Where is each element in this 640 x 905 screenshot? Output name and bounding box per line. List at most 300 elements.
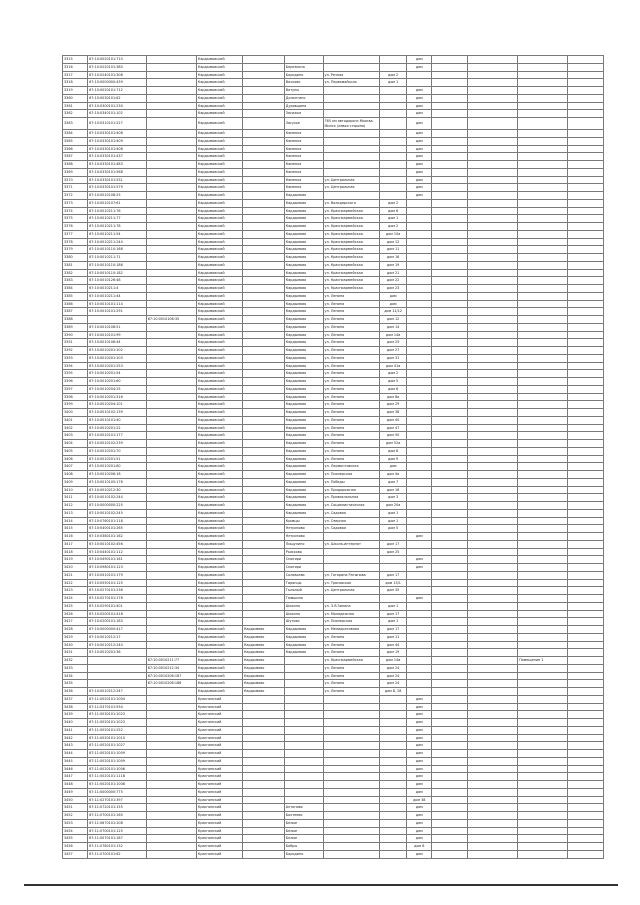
table-row	[63, 246, 604, 254]
premise-cell	[518, 525, 568, 533]
building-type-cell: дом	[407, 168, 432, 176]
street-cell: ул. Красноармейская	[323, 261, 380, 269]
table-row	[63, 804, 604, 812]
extra-cell-1	[432, 176, 468, 184]
extra-cell-1	[432, 819, 468, 827]
table-row	[63, 176, 604, 184]
premise-cell	[518, 440, 568, 448]
building-number-cell	[146, 215, 196, 223]
row-number-cell: 3384	[63, 285, 88, 293]
table-row	[63, 277, 604, 285]
building-type-cell: дом	[407, 750, 432, 758]
building-type-cell: дом	[407, 595, 432, 603]
building-type-cell: дом	[407, 176, 432, 184]
settlement-cell	[242, 416, 284, 424]
extra-cell-1	[432, 494, 468, 502]
premise-cell	[518, 145, 568, 153]
table-row	[63, 94, 604, 102]
row-number-cell: 3431	[63, 649, 88, 657]
house-cell	[380, 168, 407, 176]
premise-cell	[518, 416, 568, 424]
row-number-cell: 3398	[63, 393, 88, 401]
building-type-cell	[407, 478, 432, 486]
extra-cell-2	[467, 161, 517, 169]
cadastral-number-cell: 67:10:0010101:40	[88, 416, 147, 424]
table-row	[63, 564, 604, 572]
table-row	[63, 595, 604, 603]
district-cell: Кардымовский	[196, 87, 242, 95]
street-cell: ул. Ленина	[323, 323, 380, 331]
extra-cell-2	[467, 424, 517, 432]
street-cell: ул. Ленина	[323, 447, 380, 455]
cadastral-number-cell: 67:10:0010201:80	[88, 463, 147, 471]
settlement-cell: Кардымово	[242, 633, 284, 641]
district-cell: Кардымовский	[196, 618, 242, 626]
extra-cell-3	[568, 118, 604, 130]
district-cell: Кардымовский	[196, 339, 242, 347]
row-number-cell: 3394	[63, 362, 88, 370]
building-type-cell	[407, 339, 432, 347]
building-number-cell	[146, 385, 196, 393]
house-cell: дом 20а	[380, 502, 407, 510]
extra-cell-3	[568, 711, 604, 719]
street-cell: ул. Ленина	[323, 339, 380, 347]
building-type-cell	[407, 354, 432, 362]
district-cell: Кардымовский	[196, 323, 242, 331]
locality-cell: Кардымово	[284, 269, 323, 277]
locality-cell: Кардымово	[284, 378, 323, 386]
settlement-cell	[242, 63, 284, 71]
settlement-cell	[242, 238, 284, 246]
building-number-cell	[146, 393, 196, 401]
building-type-cell: дом	[407, 827, 432, 835]
settlement-cell	[242, 370, 284, 378]
extra-cell-1	[432, 610, 468, 618]
building-type-cell	[407, 548, 432, 556]
table-row	[63, 285, 604, 293]
table-row	[63, 207, 604, 215]
extra-cell-3	[568, 339, 604, 347]
locality-cell: Кардымово	[284, 254, 323, 262]
locality-cell: Соловьево	[284, 571, 323, 579]
extra-cell-1	[432, 323, 468, 331]
extra-cell-2	[467, 517, 517, 525]
street-cell: ул. Ленина	[323, 432, 380, 440]
house-cell: дом 17	[380, 626, 407, 634]
cadastral-number-cell: 67:10:0010102:239	[88, 440, 147, 448]
district-cell: Кардымовский	[196, 548, 242, 556]
building-number-cell	[146, 788, 196, 796]
row-number-cell: 3382	[63, 269, 88, 277]
building-number-cell	[146, 94, 196, 102]
cadastral-number-cell: 67:11:0020101:1027	[88, 742, 147, 750]
district-cell: Кардымовский	[196, 471, 242, 479]
building-number-cell	[146, 432, 196, 440]
building-number-cell	[146, 564, 196, 572]
table-row	[63, 672, 604, 680]
row-number-cell: 3441	[63, 726, 88, 734]
premise-cell	[518, 71, 568, 79]
extra-cell-3	[568, 750, 604, 758]
row-number-cell: 3436	[63, 688, 88, 696]
street-cell	[323, 726, 380, 734]
street-cell	[323, 773, 380, 781]
cadastral-number-cell: 67:10:0000000:417	[88, 626, 147, 634]
house-cell: дом 8	[380, 447, 407, 455]
premise-cell	[518, 827, 568, 835]
building-type-cell: дом	[407, 773, 432, 781]
street-cell: ул. Красноармейская	[323, 207, 380, 215]
premise-cell	[518, 176, 568, 184]
premise-cell	[518, 94, 568, 102]
building-number-cell	[146, 486, 196, 494]
row-number-cell: 3417	[63, 540, 88, 548]
premise-cell	[518, 502, 568, 510]
extra-cell-2	[467, 176, 517, 184]
locality-cell: Кардымово	[284, 199, 323, 207]
table-row	[63, 199, 604, 207]
extra-cell-2	[467, 238, 517, 246]
table-row	[63, 773, 604, 781]
locality-cell: Кардымово	[284, 261, 323, 269]
cadastral-number-cell: 67:11:0700101:160	[88, 812, 147, 820]
extra-cell-1	[432, 478, 468, 486]
extra-cell-2	[467, 153, 517, 161]
settlement-cell	[242, 463, 284, 471]
extra-cell-3	[568, 153, 604, 161]
locality-cell	[284, 726, 323, 734]
row-number-cell: 3434	[63, 672, 88, 680]
house-cell: дом 1	[380, 602, 407, 610]
street-cell	[323, 192, 380, 200]
table-row	[63, 471, 604, 479]
extra-cell-3	[568, 649, 604, 657]
settlement-cell	[242, 719, 284, 727]
row-number-cell: 3319	[63, 87, 88, 95]
premise-cell	[518, 734, 568, 742]
settlement-cell	[242, 548, 284, 556]
cadastral-number-cell: 67:10:0380101:162	[88, 533, 147, 541]
locality-cell: Бахтеево	[284, 812, 323, 820]
extra-cell-3	[568, 835, 604, 843]
street-cell	[323, 153, 380, 161]
premise-cell	[518, 781, 568, 789]
premise-cell	[518, 688, 568, 696]
locality-cell	[284, 765, 323, 773]
cadastral-number-cell: 67:10:0290101:401	[88, 602, 147, 610]
register-table	[62, 55, 604, 859]
premise-cell	[518, 602, 568, 610]
extra-cell-1	[432, 618, 468, 626]
building-number-cell	[146, 339, 196, 347]
cadastral-number-cell: 67:11:0720101:155	[88, 804, 147, 812]
cadastral-number-cell: 67:11:0700101:62	[88, 850, 147, 858]
premise-cell	[518, 556, 568, 564]
locality-cell: Кардымово	[284, 494, 323, 502]
district-cell: Кардымовский	[196, 602, 242, 610]
table-row	[63, 269, 604, 277]
extra-cell-1	[432, 308, 468, 316]
building-number-cell	[146, 765, 196, 773]
district-cell: Кардымовский	[196, 261, 242, 269]
building-number-cell	[146, 633, 196, 641]
building-type-cell	[407, 440, 432, 448]
cadastral-number-cell: 67:11:0020101:1008	[88, 781, 147, 789]
table-row	[63, 843, 604, 851]
house-cell: дом 10а	[380, 230, 407, 238]
building-type-cell: дом	[407, 56, 432, 64]
settlement-cell	[242, 339, 284, 347]
row-number-cell: 3367	[63, 153, 88, 161]
extra-cell-3	[568, 102, 604, 110]
building-number-cell	[146, 308, 196, 316]
street-cell	[323, 94, 380, 102]
building-number-cell	[146, 595, 196, 603]
locality-cell	[284, 672, 323, 680]
extra-cell-2	[467, 680, 517, 688]
extra-cell-3	[568, 533, 604, 541]
table-row	[63, 819, 604, 827]
extra-cell-2	[467, 765, 517, 773]
building-type-cell	[407, 362, 432, 370]
table-row	[63, 711, 604, 719]
cadastral-number-cell: 67:11:0020101:1009	[88, 757, 147, 765]
street-cell	[323, 595, 380, 603]
district-cell: Краснинский	[196, 843, 242, 851]
street-cell	[323, 750, 380, 758]
building-type-cell	[407, 207, 432, 215]
premise-cell	[518, 486, 568, 494]
cadastral-number-cell: 67:10:0010105:176	[88, 478, 147, 486]
district-cell: Кардымовский	[196, 579, 242, 587]
extra-cell-2	[467, 56, 517, 64]
extra-cell-2	[467, 781, 517, 789]
district-cell: Краснинский	[196, 703, 242, 711]
house-cell	[380, 781, 407, 789]
locality-cell: Каменка	[284, 176, 323, 184]
extra-cell-1	[432, 517, 468, 525]
locality-cell: Каменка	[284, 184, 323, 192]
extra-cell-1	[432, 827, 468, 835]
table-row	[63, 316, 604, 324]
building-number-cell	[146, 734, 196, 742]
district-cell: Краснинский	[196, 695, 242, 703]
premise-cell	[518, 432, 568, 440]
extra-cell-1	[432, 486, 468, 494]
row-number-cell: 3411	[63, 494, 88, 502]
house-cell: дом	[380, 463, 407, 471]
premise-cell	[518, 246, 568, 254]
cadastral-number-cell: 67:10:0440101:112	[88, 548, 147, 556]
premise-cell	[518, 277, 568, 285]
settlement-cell	[242, 486, 284, 494]
premise-cell	[518, 292, 568, 300]
table-row	[63, 765, 604, 773]
locality-cell: Кардымово	[284, 432, 323, 440]
premise-cell	[518, 316, 568, 324]
locality-cell: Кардымово	[284, 471, 323, 479]
premise-cell	[518, 285, 568, 293]
extra-cell-2	[467, 595, 517, 603]
locality-cell	[284, 796, 323, 804]
building-number-cell	[146, 362, 196, 370]
locality-cell	[284, 703, 323, 711]
settlement-cell	[242, 385, 284, 393]
extra-cell-3	[568, 540, 604, 548]
house-cell	[380, 703, 407, 711]
table-row	[63, 168, 604, 176]
table-row	[63, 339, 604, 347]
extra-cell-2	[467, 130, 517, 138]
locality-cell: Смогири	[284, 564, 323, 572]
premise-cell	[518, 393, 568, 401]
street-cell: ул. Володарского	[323, 199, 380, 207]
table-row	[63, 308, 604, 316]
extra-cell-3	[568, 571, 604, 579]
street-cell: ул. Ленина	[323, 641, 380, 649]
settlement-cell	[242, 277, 284, 285]
cadastral-number-cell: 67:10:0010102:244	[88, 494, 147, 502]
row-number-cell: 3445	[63, 757, 88, 765]
extra-cell-3	[568, 447, 604, 455]
building-type-cell	[407, 409, 432, 417]
street-cell	[323, 703, 380, 711]
extra-cell-2	[467, 331, 517, 339]
building-type-cell: дом	[407, 726, 432, 734]
premise-cell	[518, 223, 568, 231]
district-cell: Краснинский	[196, 781, 242, 789]
locality-cell	[284, 742, 323, 750]
street-cell	[323, 556, 380, 564]
district-cell: Кардымовский	[196, 657, 242, 665]
premise-cell	[518, 199, 568, 207]
row-number-cell: 3439	[63, 711, 88, 719]
row-number-cell: 3406	[63, 455, 88, 463]
premise-cell	[518, 269, 568, 277]
table-row	[63, 215, 604, 223]
district-cell: Кардымовский	[196, 633, 242, 641]
table-row	[63, 223, 604, 231]
extra-cell-3	[568, 254, 604, 262]
building-number-cell	[146, 79, 196, 87]
locality-cell: Кардымово	[284, 246, 323, 254]
street-cell: ул. Ленина	[323, 385, 380, 393]
row-number-cell: 3405	[63, 447, 88, 455]
building-number-cell	[146, 478, 196, 486]
table-row	[63, 455, 604, 463]
settlement-cell	[242, 455, 284, 463]
locality-cell: Засижье	[284, 110, 323, 118]
street-cell: ул. Ленина	[323, 416, 380, 424]
building-type-cell: дом	[407, 145, 432, 153]
house-cell: дом	[380, 300, 407, 308]
table-row	[63, 742, 604, 750]
extra-cell-3	[568, 130, 604, 138]
building-type-cell	[407, 254, 432, 262]
street-cell	[323, 796, 380, 804]
extra-cell-2	[467, 587, 517, 595]
building-type-cell	[407, 323, 432, 331]
building-type-cell	[407, 471, 432, 479]
extra-cell-1	[432, 695, 468, 703]
extra-cell-1	[432, 595, 468, 603]
settlement-cell	[242, 571, 284, 579]
street-cell: ул. Ленина	[323, 649, 380, 657]
house-cell: дом 6	[380, 385, 407, 393]
cadastral-number-cell: 67:10:0010211:4	[88, 285, 147, 293]
extra-cell-1	[432, 664, 468, 672]
extra-cell-1	[432, 455, 468, 463]
row-number-cell: 3455	[63, 835, 88, 843]
building-number-cell	[146, 153, 196, 161]
street-cell: ул. Ленина	[323, 672, 380, 680]
extra-cell-1	[432, 734, 468, 742]
extra-cell-2	[467, 602, 517, 610]
extra-cell-1	[432, 393, 468, 401]
row-number-cell: 3428	[63, 626, 88, 634]
building-number-cell	[146, 843, 196, 851]
building-type-cell	[407, 579, 432, 587]
table-row	[63, 649, 604, 657]
cadastral-number-cell: 67:11:0370101:934	[88, 703, 147, 711]
extra-cell-1	[432, 556, 468, 564]
street-cell: ул. Мелиоративная	[323, 626, 380, 634]
extra-cell-2	[467, 486, 517, 494]
premise-cell	[518, 261, 568, 269]
building-type-cell	[407, 292, 432, 300]
extra-cell-1	[432, 773, 468, 781]
settlement-cell	[242, 409, 284, 417]
building-type-cell	[407, 626, 432, 634]
house-cell: дом 15/1	[380, 579, 407, 587]
building-type-cell	[407, 432, 432, 440]
extra-cell-3	[568, 819, 604, 827]
building-number-cell	[146, 533, 196, 541]
premise-cell	[518, 850, 568, 858]
cadastral-number-cell: 67:11:0070101:187	[88, 835, 147, 843]
extra-cell-1	[432, 71, 468, 79]
building-type-cell: дом	[407, 850, 432, 858]
street-cell	[323, 145, 380, 153]
extra-cell-1	[432, 571, 468, 579]
building-number-cell	[146, 230, 196, 238]
table-row	[63, 525, 604, 533]
premise-cell	[518, 87, 568, 95]
locality-cell: Кардымово	[284, 215, 323, 223]
district-cell: Краснинский	[196, 765, 242, 773]
extra-cell-3	[568, 354, 604, 362]
settlement-cell	[242, 525, 284, 533]
locality-cell: Кардымово	[284, 409, 323, 417]
settlement-cell: Кардымово	[242, 688, 284, 696]
locality-cell: Кардымово	[284, 486, 323, 494]
cadastral-number-cell: 67:10:0010201:316	[88, 393, 147, 401]
building-number-cell	[146, 711, 196, 719]
extra-cell-3	[568, 781, 604, 789]
building-type-cell	[407, 424, 432, 432]
premise-cell	[518, 548, 568, 556]
street-cell	[323, 819, 380, 827]
extra-cell-2	[467, 94, 517, 102]
building-number-cell	[146, 471, 196, 479]
settlement-cell	[242, 773, 284, 781]
locality-cell: Кардымово	[284, 424, 323, 432]
street-cell: ул. Ленина	[323, 292, 380, 300]
locality-cell: Кардымово	[284, 362, 323, 370]
extra-cell-1	[432, 703, 468, 711]
extra-cell-3	[568, 757, 604, 765]
extra-cell-3	[568, 168, 604, 176]
